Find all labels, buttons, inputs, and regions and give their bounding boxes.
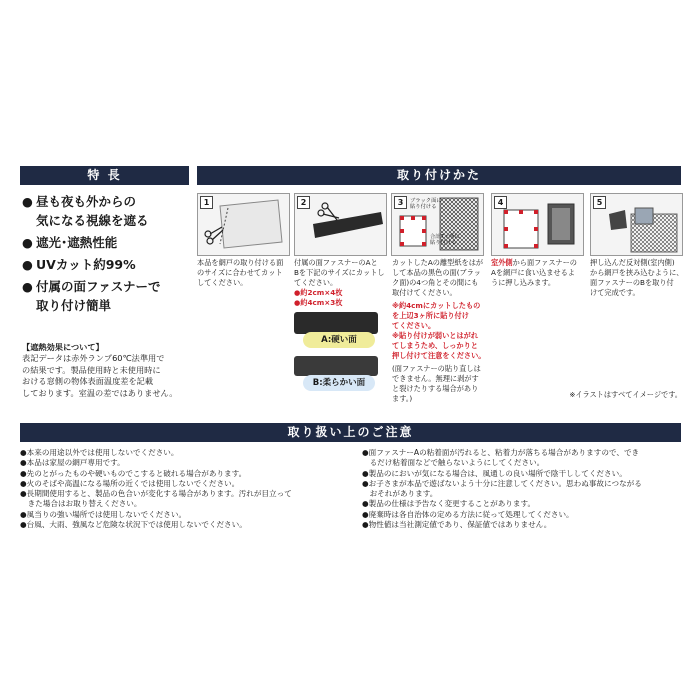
list-item: ●火のそばや高温になる場所の近くでは使用しないでください。 — [20, 478, 240, 488]
features-header: 特 長 — [20, 166, 189, 185]
list-item: ●長期間使用すると、製品の色合いが変化する場合があります。汚れが目立って — [20, 489, 292, 499]
list-item: ●廃棄時は各自治体の定める方法に従って処理してください。 — [362, 509, 574, 519]
fastener-b-label: B:柔らかい面 — [303, 375, 375, 391]
list-item: ●台風、大雨、強風など危険な状況下では使用しないでください。 — [20, 520, 247, 530]
step-2-illustration — [294, 193, 387, 256]
step-number: 3 — [394, 196, 407, 209]
heat-effect-note: 【遮熱効果について】 表記データは赤外ランプ60℃法準用で の結果です。製品使用時と未使用時に おける窓側の物体表面温度差を記載 しております。室温の差ではありません。 — [22, 342, 178, 398]
list-item: ●物性値は当社測定値であり、保証値ではありません。 — [362, 520, 552, 530]
feature-item: ● UVカット約99% — [22, 257, 136, 272]
step-3-callout-top: ブラック面に 貼り付ける — [410, 198, 442, 211]
list-item: ●お子さまが本品で遊ばないよう十分に注意してください。思わぬ事故につながる — [362, 478, 642, 488]
step-1-text: 本品を網戸の取り付ける面 のサイズに合わせてカット してください。 — [197, 258, 284, 287]
list-item: おそれがあります。 — [362, 489, 438, 499]
list-item: ●面ファスナーAの粘着面が汚れると、粘着力が落ちる場合がありますので、でき — [362, 448, 640, 457]
handling-right-list — [362, 448, 692, 530]
handling-left-list — [20, 448, 350, 530]
install-header: 取り付けかた — [197, 166, 681, 185]
step-number: 1 — [200, 196, 213, 209]
list-item: きた場合はお取り替えください。 — [20, 499, 142, 509]
step-number: 4 — [494, 196, 507, 209]
list-item: ●製品の仕様は予告なく変更することがあります。 — [362, 499, 536, 509]
feature-item: ● 付属の面ファスナーで 取り付け簡単 — [22, 279, 161, 313]
list-item: ●本来の用途以外では使用しないでください。 — [20, 448, 179, 457]
list-item: ●製品のにおいが気になる場合は、風通しの良い場所で陰干ししてください。 — [362, 468, 627, 478]
illustration-note: ※イラストはすべてイメージです。 — [569, 390, 682, 399]
step-4-text: 室外側から面ファスナーの Aを網戸に食い込ませるよ うに押し込みます。 — [491, 258, 577, 287]
list-item: ●本品は家屋の網戸専用です。 — [20, 458, 125, 468]
list-item: ●先のとがったものや硬いものでこすると破れる場合があります。 — [20, 468, 247, 478]
step-2-text: 付属の面ファスナーのAと Bを下記のサイズにカットし てください。 ●約2cm×4枚 ●約4cm×3枚 — [294, 258, 385, 307]
step-4-illustration — [491, 193, 584, 256]
fastener-b-strip — [294, 356, 378, 376]
feature-list — [22, 192, 194, 315]
step-1-illustration — [197, 193, 290, 256]
step-number: 5 — [593, 196, 606, 209]
fastener-a-label: A:硬い面 — [303, 332, 375, 348]
feature-item: ● 昼も夜も外からの 気になる視線を遮る — [22, 194, 149, 228]
step-5-illustration — [590, 193, 683, 256]
step-3-callout-mid: 合計7ヶ所に 貼り付ける — [430, 234, 460, 247]
step-3-illustration — [391, 193, 484, 256]
feature-item: ● 遮光･遮熱性能 — [22, 235, 118, 250]
step-number: 2 — [297, 196, 310, 209]
step-5-text: 押し込んだ反対側(室内側) から網戸を挟み込むように、 面ファスナーのBを取り付 けて完成です。 — [590, 258, 684, 297]
fastener-a-strip — [294, 312, 378, 334]
step-3-text: カットしたAの離型紙をはが して本品の黒色の面(ブラッ ク面)の4つ角とその間にも 取付けてください。 ※約4cmにカットしたもの を上辺3ヶ所に貼り付け てください。 ※貼り付けが弱いとはがれ てしまうため、しっかりと 押し付けて注意をください。 (面ファスナーの貼り直しは できません。無理に剥がす と裂けたりする場合があり ます。) — [392, 258, 486, 403]
handling-header: 取り扱い上のご注意 — [20, 423, 681, 442]
list-item: ●風当りの強い場所では使用しないでください。 — [20, 509, 187, 519]
list-item: るだけ粘着面などで触らないようにしてください。 — [362, 458, 545, 468]
